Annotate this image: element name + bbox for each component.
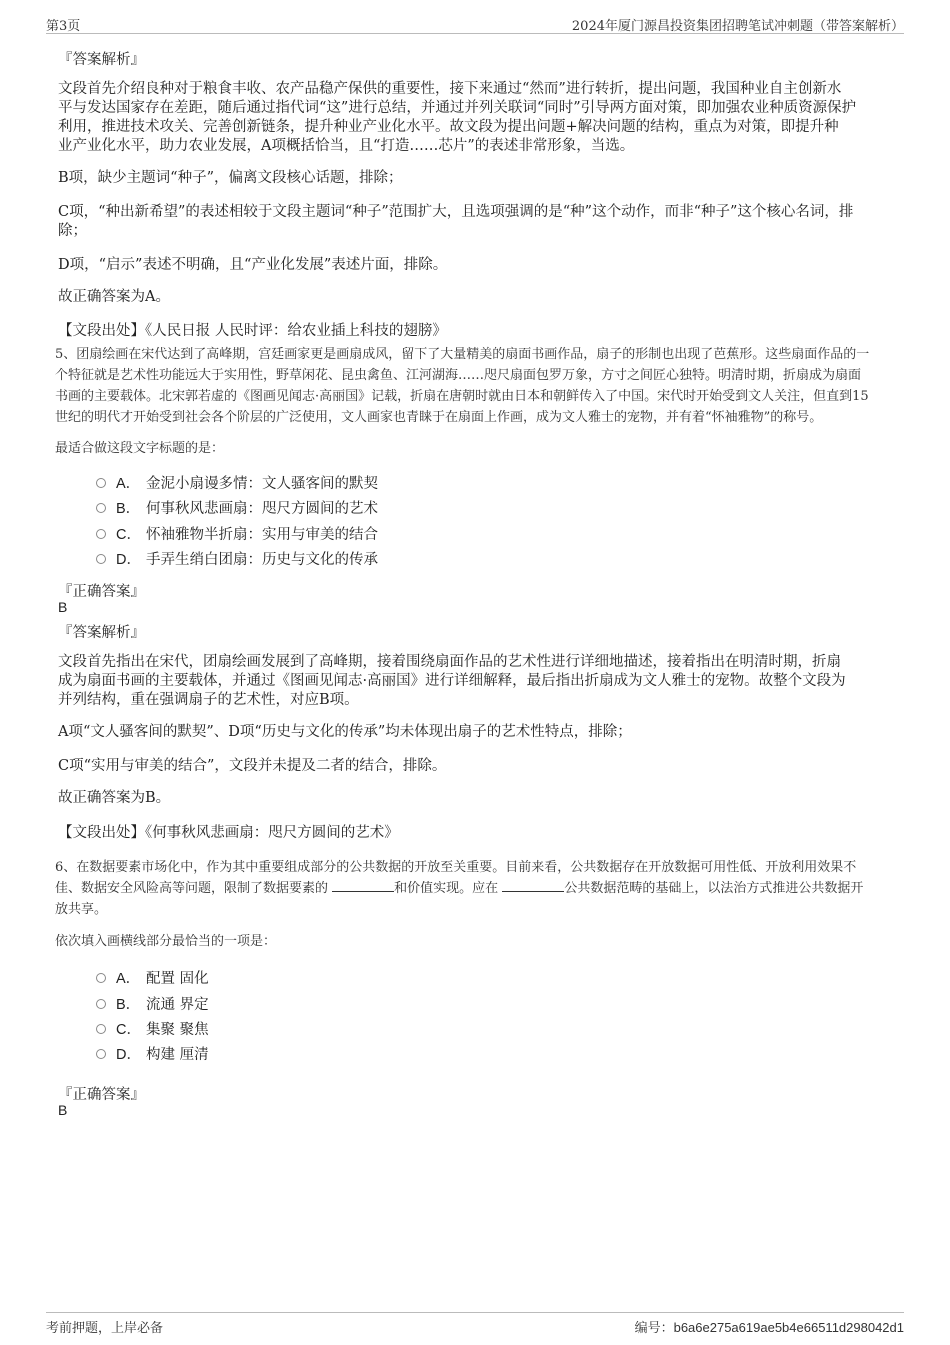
text-line: 利用，推进技术攻关、完善创新链条，提升种业产业化水平。故文段为提出问题+解决问题的结构，重点为对策，即提升种 xyxy=(58,119,839,135)
option-d-note: D项，“启示”表述不明确，且“产业化发展”表述片面，排除。 xyxy=(58,257,448,273)
option-text: 构建 厘清 xyxy=(146,1047,209,1063)
analysis-label: 『答案解析』 xyxy=(58,52,145,68)
page-header xyxy=(46,13,904,34)
option-letter: D． xyxy=(116,1047,141,1063)
option-letter: B． xyxy=(116,997,141,1013)
radio-button[interactable] xyxy=(96,1049,106,1059)
option-c[interactable] xyxy=(96,1020,209,1040)
stem-text: 佳、数据安全风险高等问题，限制了数据要素的 xyxy=(55,881,329,896)
text-line: 个特征就是艺术性功能远大于实用性，野草闲花、昆虫禽鱼、江河湖海……咫尺扇面包罗万象，方寸之间匠心独特。明清时期，折扇成为扇面 xyxy=(55,368,862,383)
radio-button[interactable] xyxy=(96,503,106,513)
question-prompt: 依次填入画横线部分最恰当的一项是： xyxy=(55,934,277,949)
text-line: 文段首先介绍良种对于粮食丰收、农产品稳产保供的重要性，接下来通过“然而”进行转折，提出问题，我国种业自主创新水 xyxy=(58,81,842,97)
correct-answer: B xyxy=(58,599,68,615)
text-line: 书画的主要载体。北宋郭若虚的《图画见闻志·高丽国》记载，折扇在唐朝时就由日本和朝鲜传入了中国。宋代时开始受到文人关注，但直到15 xyxy=(55,389,869,404)
conclusion: 故正确答案为B。 xyxy=(58,790,171,806)
radio-button[interactable] xyxy=(96,973,106,983)
question-prompt: 最适合做这段文字标题的是： xyxy=(55,441,225,456)
source-citation: 【文段出处】《人民日报 人民时评：给农业插上科技的翅膀》 xyxy=(58,323,447,339)
analysis-paragraph xyxy=(58,653,898,710)
source-citation: 【文段出处】《何事秋风悲画扇：咫尺方圆间的艺术》 xyxy=(58,825,399,841)
footer-slogan: 考前押题，上岸必备 xyxy=(46,1321,164,1336)
radio-button[interactable] xyxy=(96,999,106,1009)
option-b[interactable] xyxy=(96,499,378,519)
radio-button[interactable] xyxy=(96,1024,106,1034)
option-d[interactable] xyxy=(96,550,378,570)
page-number: 第3页 xyxy=(46,19,81,34)
text-line: 并列结构，重在强调扇子的艺术性，对应B项。 xyxy=(58,692,359,708)
text-line: 业产业化水平，助力农业发展，A项概括恰当，且“打造……芯片”的表述非常形象，当选。 xyxy=(58,138,635,154)
option-b-note: B项，缺少主题词“种子”，偏离文段核心话题，排除； xyxy=(58,170,403,186)
question-stem xyxy=(55,857,900,920)
code-label: 编号： xyxy=(634,1321,674,1336)
text-line: 除； xyxy=(58,223,87,239)
option-a[interactable] xyxy=(96,969,209,989)
question-stem xyxy=(55,344,900,428)
option-c-note: C项“实用与审美的结合”，文段并未提及二者的结合，排除。 xyxy=(58,758,447,774)
option-c-note xyxy=(58,203,898,241)
option-a[interactable] xyxy=(96,474,378,494)
correct-answer-label: 『正确答案』 xyxy=(58,1087,145,1103)
option-letter: A． xyxy=(116,971,141,987)
text-line: 6、在数据要素市场化中，作为其中重要组成部分的公共数据的开放至关重要。目前来看，公共数据存在开放数据可用性低、开放利用效果不 xyxy=(55,860,857,875)
text-line: 成为扇面书画的主要载体，并通过《图画见闻志·高丽国》进行详细解释，最后指出折扇成为文人雅士的宠物。故整个文段为 xyxy=(58,673,846,689)
radio-button[interactable] xyxy=(96,529,106,539)
option-text: 流通 界定 xyxy=(146,997,209,1013)
stem-text: 和价值实现。应在 xyxy=(394,881,499,896)
text-line: C项，“种出新希望”的表述相较于文段主题词“种子”范围扩大，且选项强调的是“种”这个动作，而非“种子”这个核心名词，排 xyxy=(58,204,854,220)
option-c[interactable] xyxy=(96,525,378,545)
text-line: 世纪的明代才开始受到社会各个阶层的广泛使用，文人画家也青睐于在扇面上作画，成为文人雅士的宠物，并有着“怀袖雅物”的称号。 xyxy=(55,410,823,425)
option-letter: A． xyxy=(116,476,141,492)
option-letter: D． xyxy=(116,552,141,568)
option-text: 手弄生绡白团扇：历史与文化的传承 xyxy=(146,552,378,568)
code-value: b6a6e275a619ae5b4e66511d298042d1 xyxy=(673,1320,904,1335)
page-footer xyxy=(46,1312,904,1335)
document-title: 2024年厦门源昌投资集团招聘笔试冲刺题（带答案解析） xyxy=(571,19,904,34)
option-b[interactable] xyxy=(96,995,209,1015)
correct-answer-label: 『正确答案』 xyxy=(58,584,145,600)
analysis-label: 『答案解析』 xyxy=(58,625,145,641)
option-letter: B． xyxy=(116,501,141,517)
option-text: 怀袖雅物半折扇：实用与审美的结合 xyxy=(146,527,378,543)
conclusion: 故正确答案为A。 xyxy=(58,289,170,305)
option-text: 金泥小扇谩多情：文人骚客间的默契 xyxy=(146,476,378,492)
text-line: 放共享。 xyxy=(55,902,108,917)
text-line: 平与发达国家存在差距，随后通过指代词“这”进行总结，并通过并列关联词“同时”引导两方面对策，即加强农业种质资源保护 xyxy=(58,100,857,116)
option-letter: C． xyxy=(116,1022,141,1038)
option-ad-note: A项“文人骚客间的默契”、D项“历史与文化的传承”均未体现出扇子的艺术性特点，排除； xyxy=(58,724,632,740)
analysis-paragraph xyxy=(58,80,898,156)
option-d[interactable] xyxy=(96,1045,209,1065)
option-letter: C． xyxy=(116,527,141,543)
text-line: 文段首先指出在宋代，团扇绘画发展到了高峰期，接着围绕扇面作品的艺术性进行详细地描述，接着指出在明清时期，折扇 xyxy=(58,654,841,670)
blank-2 xyxy=(502,879,564,892)
option-text: 何事秋风悲画扇：咫尺方圆间的艺术 xyxy=(146,501,378,517)
correct-answer: B xyxy=(58,1102,68,1118)
text-line xyxy=(55,878,900,899)
option-text: 配置 固化 xyxy=(146,971,209,987)
radio-button[interactable] xyxy=(96,478,106,488)
text-line: 5、团扇绘画在宋代达到了高峰期，宫廷画家更是画扇成风，留下了大量精美的扇面书画作品，扇子的形制也出现了芭蕉形。这些扇面作品的一 xyxy=(55,347,870,362)
blank-1 xyxy=(332,879,394,892)
stem-text: 公共数据范畴的基础上，以法治方式推进公共数据开 xyxy=(564,881,864,896)
document-code xyxy=(635,1317,904,1336)
option-text: 集聚 聚焦 xyxy=(146,1022,209,1038)
radio-button[interactable] xyxy=(96,554,106,564)
